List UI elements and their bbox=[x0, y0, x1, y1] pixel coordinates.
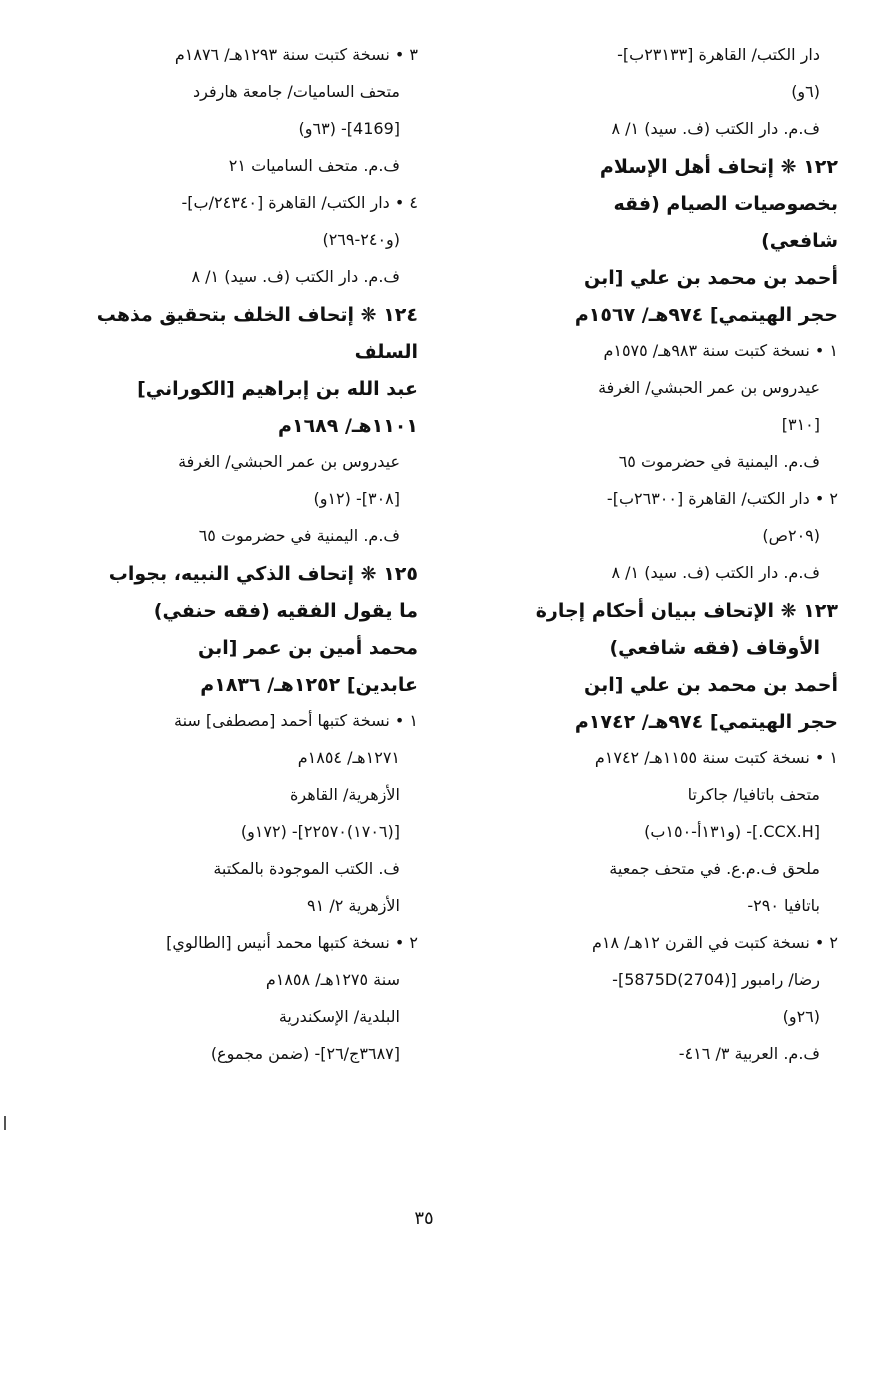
entry-text-line: [٣٦٨٧ج/٢٦]- (ضمن مجموع) bbox=[210, 1044, 400, 1063]
entry-heading-line: الأوقاف (فقه شافعي) bbox=[609, 637, 820, 659]
entry-text-line: [(١٧٠٦)٢٢٥٧٠]- (١٧٢و) bbox=[240, 822, 400, 841]
entry-heading-line: ١٢٥ ❋ إتحاف الذكي النبيه، بجواب bbox=[108, 563, 418, 585]
entry-heading-line: أحمد بن محمد بن علي [ابن bbox=[583, 267, 838, 289]
entry-text-line: ٣ • نسخة كتبت سنة ١٢٩٣هـ/ ١٨٧٦م bbox=[174, 45, 418, 64]
entry-text-line: ٤ • دار الكتب/ القاهرة [٢٤٣٤٠/ب]- bbox=[181, 193, 418, 212]
entry-heading-line: شافعي) bbox=[761, 230, 838, 252]
entry-text-line: ٢ • نسخة كتبها محمد أنيس [الطالوي] bbox=[166, 933, 418, 952]
entry-text-line: (و٢٤٠-٢٦٩) bbox=[322, 230, 400, 249]
entry-text-line: ف.م. العربية ٣/ ٤١٦- bbox=[678, 1044, 820, 1063]
entry-heading-line: ١١٠١هـ/ ١٦٨٩م bbox=[278, 415, 418, 437]
entry-text-line: ف.م. دار الكتب (ف. سيد) ١/ ٨ bbox=[611, 119, 820, 138]
entry-text-line: [CCX.H.]- (و١٣١أ-١٥٠ب) bbox=[644, 822, 820, 841]
entry-text-line: ف.م. اليمنية في حضرموت ٦٥ bbox=[198, 526, 400, 545]
entry-text-line: سنة ١٢٧٥هـ/ ١٨٥٨م bbox=[265, 970, 400, 989]
entry-text-line: متحف الساميات/ جامعة هارفرد bbox=[192, 82, 400, 101]
entry-text-line: ٢ • نسخة كتبت في القرن ١٢هـ/ ١٨م bbox=[591, 933, 838, 952]
entry-text-line: الأزهرية ٢/ ٩١ bbox=[307, 896, 400, 915]
page-number: ٣٥ bbox=[414, 1208, 434, 1229]
entry-heading-line: السلف bbox=[354, 341, 418, 363]
entry-text-line: ١٢٧١هـ/ ١٨٥٤م bbox=[297, 748, 400, 767]
entry-text-line: (٢٦و) bbox=[782, 1007, 820, 1026]
entry-heading-line: بخصوصيات الصيام (فقه bbox=[613, 193, 838, 215]
entry-text-line: ف.م. دار الكتب (ف. سيد) ١/ ٨ bbox=[611, 563, 820, 582]
entry-heading-line: ١٢٣ ❋ الإتحاف ببيان أحكام إجارة bbox=[535, 600, 838, 622]
scan-edge-mark bbox=[4, 1116, 6, 1130]
entry-text-line: باتافيا ٢٩٠- bbox=[747, 896, 820, 915]
entry-heading-line: عابدين] ١٢٥٢هـ/ ١٨٣٦م bbox=[200, 674, 418, 696]
entry-heading-line: حجر الهيتمي] ٩٧٤هـ/ ١٥٦٧م bbox=[574, 304, 838, 326]
entry-text-line: عيدروس بن عمر الحبشي/ الغرفة bbox=[178, 452, 400, 471]
entry-text-line: رضا/ رامبور [5875D(2704)]- bbox=[612, 970, 820, 989]
entry-text-line: [4169]- (٦٣و) bbox=[298, 119, 400, 138]
right-column bbox=[468, 40, 838, 1076]
entry-heading-line: ما يقول الفقيه (فقه حنفي) bbox=[153, 600, 418, 622]
entry-text-line: ف.م. متحف الساميات ٢١ bbox=[228, 156, 400, 175]
entry-text-line: ف.م. اليمنية في حضرموت ٦٥ bbox=[618, 452, 820, 471]
entry-text-line: (٦و) bbox=[791, 82, 820, 101]
entry-text-line: عيدروس بن عمر الحبشي/ الغرفة bbox=[598, 378, 820, 397]
entry-heading-line: ١٢٤ ❋ إتحاف الخلف بتحقيق مذهب bbox=[96, 304, 418, 326]
entry-text-line: [٣٠٨]- (١٢و) bbox=[313, 489, 400, 508]
entry-heading-line: أحمد بن محمد بن علي [ابن bbox=[583, 674, 838, 696]
entry-text-line: (٢٠٩ص) bbox=[762, 526, 820, 545]
entry-text-line: ف.م. دار الكتب (ف. سيد) ١/ ٨ bbox=[191, 267, 400, 286]
entry-text-line: ف. الكتب الموجودة بالمكتبة bbox=[213, 859, 400, 878]
entry-text-line: الأزهرية/ القاهرة bbox=[289, 785, 400, 804]
entry-heading-line: حجر الهيتمي] ٩٧٤هـ/ ١٧٤٢م bbox=[574, 711, 838, 733]
entry-heading-line: ١٢٢ ❋ إتحاف أهل الإسلام bbox=[599, 156, 838, 178]
left-column bbox=[48, 40, 418, 1076]
entry-text-line: ١ • نسخة كتبت سنة ١١٥٥هـ/ ١٧٤٢م bbox=[594, 748, 838, 767]
entry-text-line: [٣١٠] bbox=[781, 415, 820, 434]
entry-text-line: متحف باتافيا/ جاكرتا bbox=[687, 785, 820, 804]
entry-text-line: ١ • نسخة كتبها أحمد [مصطفى] سنة bbox=[174, 711, 418, 730]
entry-text-line: البلدية/ الإسكندرية bbox=[278, 1007, 400, 1026]
entry-text-line: دار الكتب/ القاهرة [٢٣١٣٣ب]- bbox=[617, 45, 820, 64]
entry-text-line: ٢ • دار الكتب/ القاهرة [٢٦٣٠٠ب]- bbox=[606, 489, 838, 508]
entry-text-line: ملحق ف.م.ع. في متحف جمعية bbox=[609, 859, 820, 878]
entry-heading-line: محمد أمين بن عمر [ابن bbox=[198, 637, 418, 659]
entry-heading-line: عبد الله بن إبراهيم [الكوراني] bbox=[137, 378, 418, 400]
entry-text-line: ١ • نسخة كتبت سنة ٩٨٣هـ/ ١٥٧٥م bbox=[603, 341, 838, 360]
